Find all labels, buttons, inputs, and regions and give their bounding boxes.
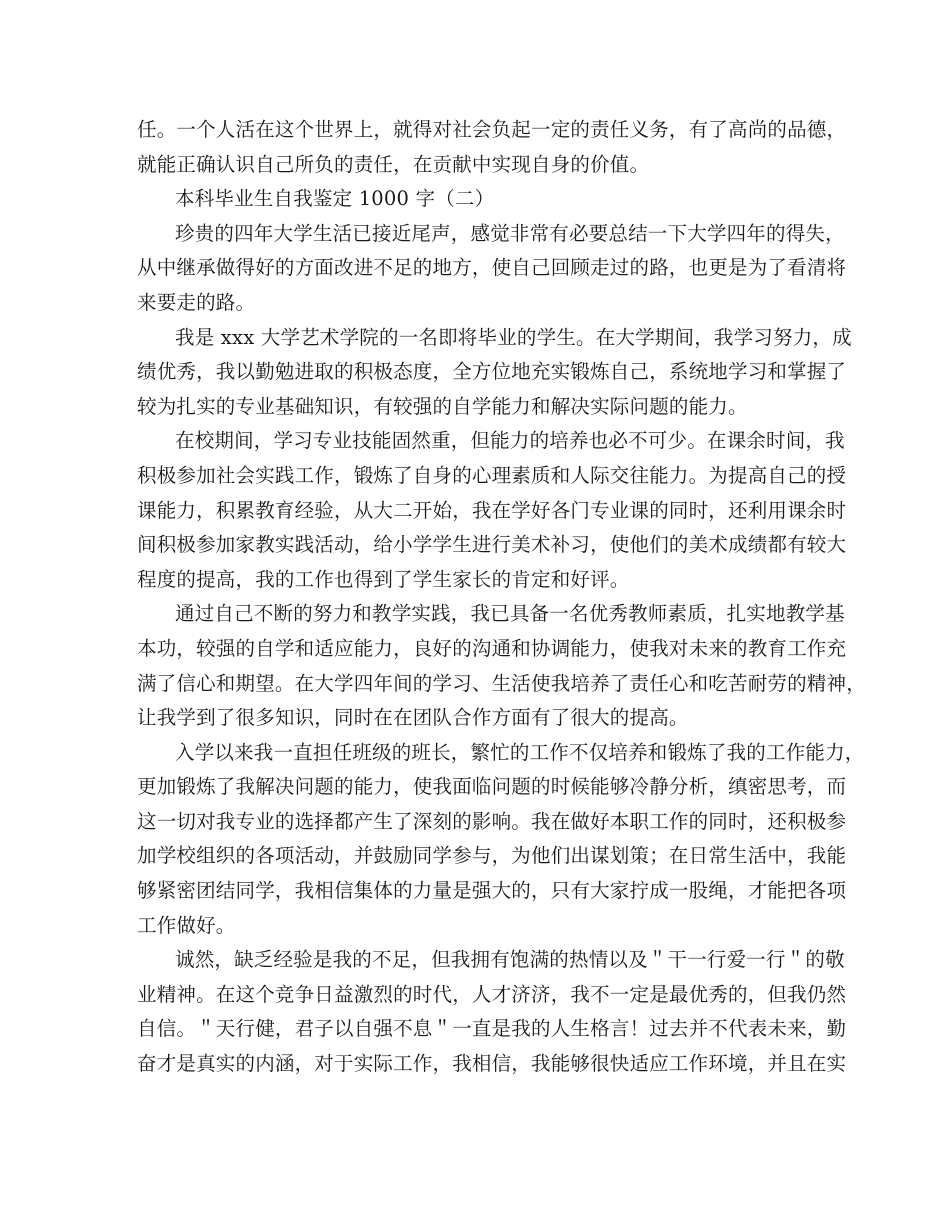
text-line: 更加锻炼了我解决问题的能力，使我面临问题的时候能够冷静分析，缜密思考，而 [137, 775, 847, 799]
text-line: 程度的提高，我的工作也得到了学生家长的肯定和好评。 [137, 567, 630, 591]
text-line: 课能力，积累教育经验，从大二开始，我在学好各门专业课的同时，还利用课余时 [137, 498, 847, 522]
text-line: 绩优秀，我以勤勉进取的积极态度，全方位地充实锻炼自己，系统地学习和掌握了 [137, 360, 847, 384]
text-line: 自信。＂天行健，君子以自强不息＂一直是我的人生格言！过去并不代表未来，勤 [137, 1017, 847, 1041]
text-line: 较为扎实的专业基础知识，有较强的自学能力和解决实际问题的能力。 [137, 394, 748, 418]
text-line: 诚然，缺乏经验是我的不足，但我拥有饱满的热情以及＂干一行爱一行＂的敬 [175, 948, 845, 972]
text-line: 本功，较强的自学和适应能力，良好的沟通和协调能力，使我对未来的教育工作充 [137, 636, 847, 660]
text-line: 业精神。在这个竞争日益激烈的时代，人才济济，我不一定是最优秀的，但我仍然 [137, 982, 847, 1006]
text-line: 让我学到了很多知识，同时在在团队合作方面有了很大的提高。 [137, 706, 689, 730]
text-line: 我是 xxx 大学艺术学院的一名即将毕业的学生。在大学期间，我学习努力，成 [175, 325, 852, 349]
text-line: 加学校组织的各项活动，并鼓励同学参与，为他们出谋划策；在日常生活中，我能 [137, 844, 847, 868]
text-line: 在校期间，学习专业技能固然重，但能力的培养也必不可少。在课余时间，我 [175, 429, 845, 453]
text-line: 满了信心和期望。在大学四年间的学习、生活使我培养了责任心和吃苦耐劳的精神， [137, 671, 866, 695]
text-line: 来要走的路。 [137, 290, 256, 314]
text-line: 够紧密团结同学，我相信集体的力量是强大的，只有大家拧成一股绳，才能把各项 [137, 879, 847, 903]
text-line: 这一切对我专业的选择都产生了深刻的影响。我在做好本职工作的同时，还积极参 [137, 809, 847, 833]
text-line: 通过自己不断的努力和教学实践，我已具备一名优秀教师素质，扎实地教学基 [175, 602, 845, 626]
text-line: 就能正确认识自己所负的责任，在贡献中实现自身的价值。 [137, 152, 650, 176]
text-line: 任。一个人活在这个世界上，就得对社会负起一定的责任义务，有了高尚的品德， [137, 118, 847, 141]
text-line: 积极参加社会实践工作，锻炼了自身的心理素质和人际交往能力。为提高自己的授 [137, 463, 847, 487]
text-line: 入学以来我一直担任班级的班长，繁忙的工作不仅培养和锻炼了我的工作能力， [175, 740, 865, 764]
text-line: 本科毕业生自我鉴定 1000 字（二） [175, 187, 495, 211]
text-line: 奋才是真实的内涵，对于实际工作，我相信，我能够很快适应工作环境，并且在实 [137, 1052, 847, 1076]
text-line: 珍贵的四年大学生活已接近尾声，感觉非常有必要总结一下大学四年的得失， [175, 221, 845, 245]
text-line: 工作做好。 [137, 913, 236, 937]
text-line: 从中继承做得好的方面改进不足的地方，使自己回顾走过的路，也更是为了看清将 [137, 256, 847, 280]
text-line: 间积极参加家教实践活动，给小学学生进行美术补习，使他们的美术成绩都有较大 [137, 533, 847, 557]
document-body [137, 113, 866, 1082]
